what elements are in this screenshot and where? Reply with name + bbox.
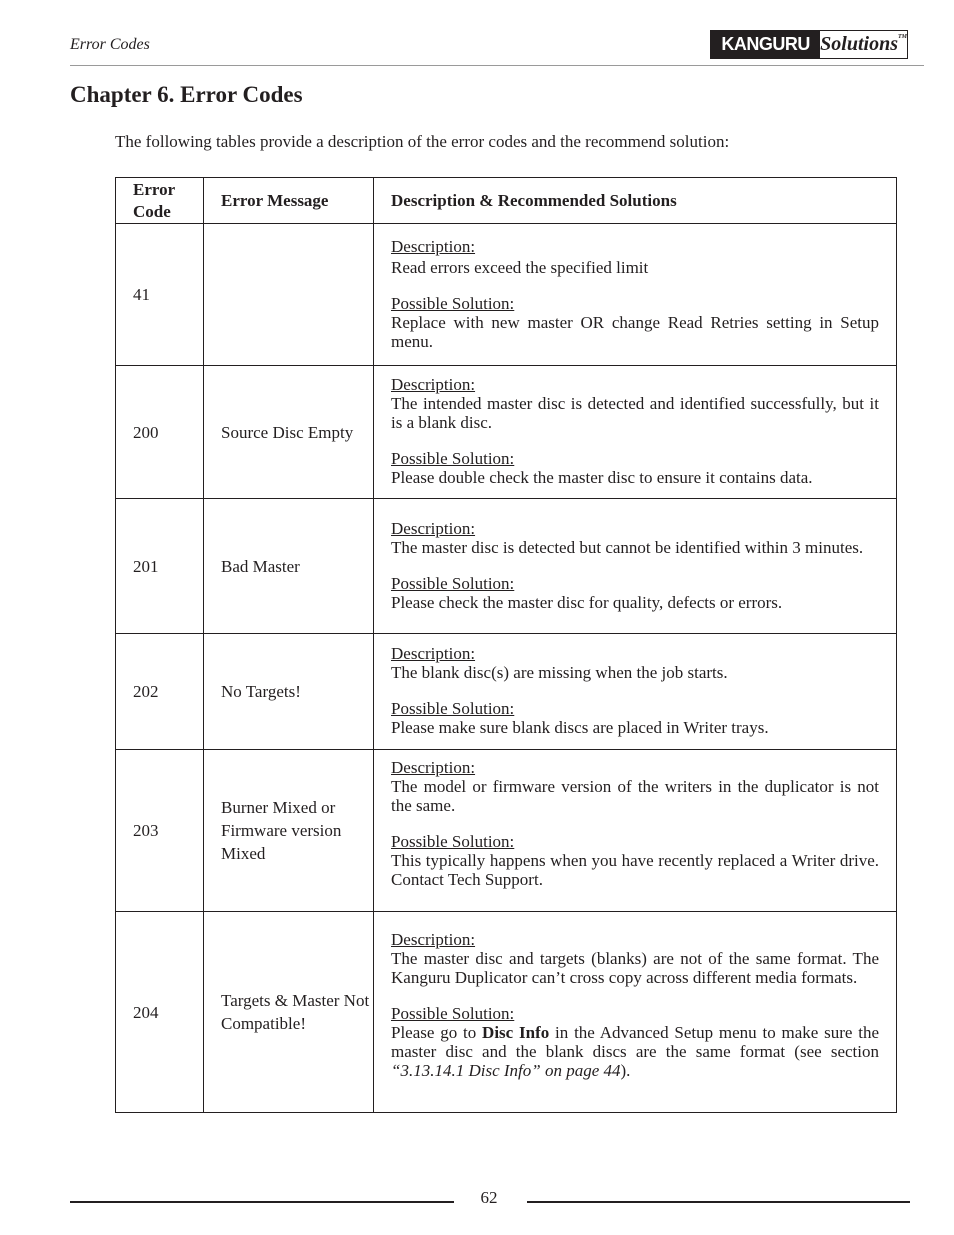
footer-rule-left (70, 1201, 454, 1203)
logo-product-text: Solutions (820, 33, 898, 55)
disc-info-cross-reference-link[interactable]: “3.13.14.1 Disc Info” on page 44 (391, 1061, 621, 1080)
logo-trademark: TM (898, 34, 907, 40)
solution-text: This typically happens when you have recently replaced a Writer drive. Contact Tech Support. (391, 851, 879, 889)
logo-product (820, 31, 907, 58)
table-row (116, 366, 897, 499)
error-message (204, 224, 374, 366)
table-row (116, 634, 897, 750)
error-message: Targets & Master Not Compatible! (204, 912, 374, 1113)
table-header-row (116, 178, 897, 224)
header-rule (70, 65, 924, 66)
error-code: 41 (116, 224, 204, 366)
error-codes-table (115, 177, 897, 1113)
solution-text-middle: in the Advanced Setup menu to make sure the master disc and the blank discs are the same format (see section (391, 1023, 879, 1061)
header-error-code (116, 178, 204, 224)
header-description: Description & Recommended Solutions (374, 178, 897, 224)
kanguru-logo (710, 30, 908, 59)
description-text: Read errors exceed the specified limit (391, 257, 649, 277)
error-code: 202 (116, 634, 204, 750)
error-code: 204 (116, 912, 204, 1113)
description-text: The master disc is detected but cannot be identified within 3 minutes. (391, 537, 864, 557)
page-number: 62 (480, 1188, 498, 1207)
description-label: Description: (391, 758, 476, 777)
solution-label: Possible Solution: (391, 1004, 515, 1023)
error-code: 201 (116, 499, 204, 634)
error-message: Burner Mixed or Firmware version Mixed (204, 750, 374, 912)
running-header-section: Error Codes (70, 36, 150, 53)
solution-label: Possible Solution: (391, 293, 515, 313)
error-description-cell (374, 499, 897, 634)
description-label: Description: (391, 236, 476, 256)
error-message: Bad Master (204, 499, 374, 634)
error-description-cell (374, 634, 897, 750)
error-code: 200 (116, 366, 204, 499)
description-label: Description: (391, 930, 476, 949)
table-row (116, 499, 897, 634)
solution-text: Please double check the master disc to ensure it contains data. (391, 468, 813, 487)
description-text: The master disc and targets (blanks) are not of the same format. The Kanguru Duplicator can’t cross copy across different media formats. (391, 949, 879, 987)
header-error-code-label: Error Code (133, 179, 175, 221)
solution-text: Please check the master disc for quality, defects or errors. (391, 592, 783, 612)
solution-label: Possible Solution: (391, 449, 515, 468)
table-row (116, 224, 897, 366)
logo-brand: KANGURU (711, 31, 820, 58)
error-description-cell (374, 750, 897, 912)
description-text: The intended master disc is detected and identified successfully, but it is a blank disc. (391, 394, 879, 432)
table-row (116, 750, 897, 912)
solution-label: Possible Solution: (391, 573, 515, 593)
solution-label: Possible Solution: (391, 832, 515, 851)
error-description-cell (374, 912, 897, 1113)
table-row (116, 912, 897, 1113)
description-label: Description: (391, 518, 476, 538)
solution-text: Please make sure blank discs are placed in Writer trays. (391, 718, 769, 737)
description-label: Description: (391, 644, 476, 663)
solution-text-before: Please go to (391, 1023, 483, 1042)
chapter-title: Chapter 6. Error Codes (70, 82, 303, 107)
intro-paragraph: The following tables provide a description of the error codes and the recommend solution: (115, 132, 730, 151)
footer-rule-right (527, 1201, 910, 1203)
description-text: The blank disc(s) are missing when the job starts. (391, 663, 728, 682)
solution-label: Possible Solution: (391, 699, 515, 718)
header-error-message: Error Message (204, 178, 374, 224)
solution-text (391, 1023, 879, 1080)
error-description-cell (374, 366, 897, 499)
solution-text: Replace with new master OR change Read Retries setting in Setup menu. (391, 312, 879, 351)
error-description-cell (374, 224, 897, 366)
description-text: The model or firmware version of the writers in the duplicator is not the same. (391, 777, 879, 815)
error-code: 203 (116, 750, 204, 912)
disc-info-setting: Disc Info (482, 1023, 550, 1042)
description-label: Description: (391, 375, 476, 394)
solution-text-after: ). (620, 1061, 631, 1080)
error-message: No Targets! (204, 634, 374, 750)
error-message: Source Disc Empty (204, 366, 374, 499)
